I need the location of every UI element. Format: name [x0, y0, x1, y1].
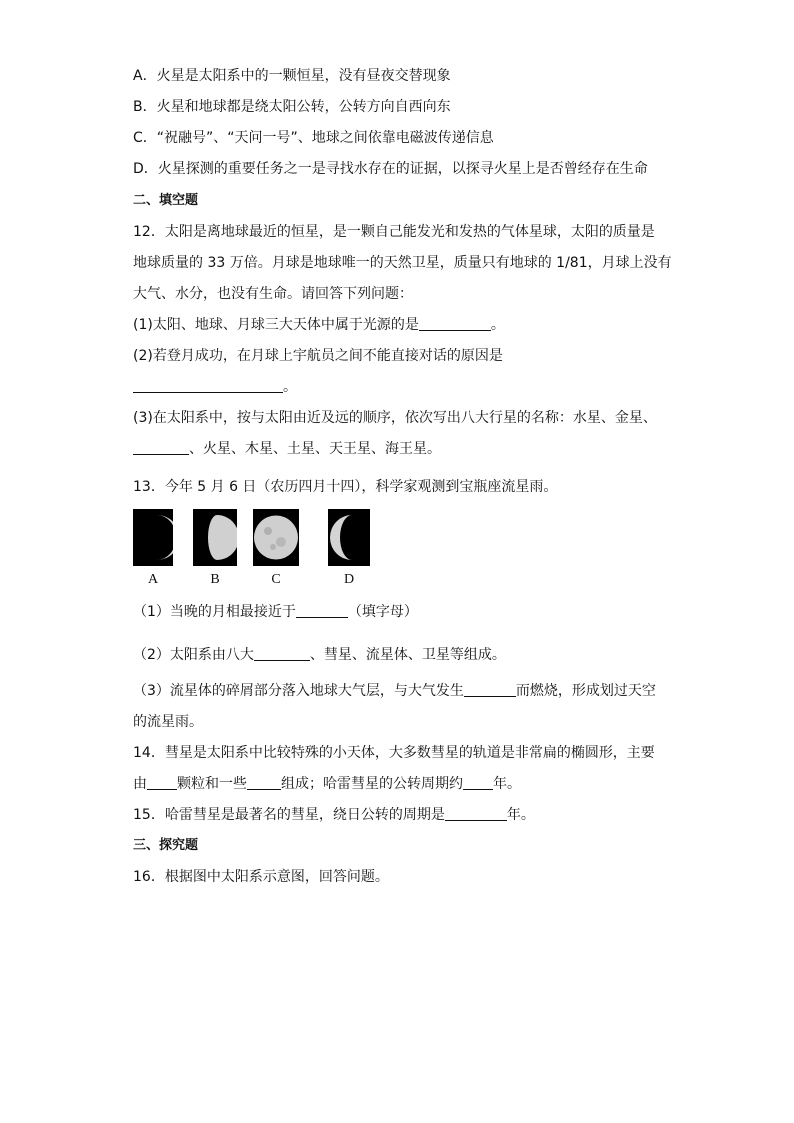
q11-option-b: B．火星和地球都是绕太阳公转，公转方向自西向东 — [133, 99, 451, 115]
q12-part2-end: 。 — [283, 379, 297, 395]
q13-stem: 13．今年 5 月 6 日（农历四月十四），科学家观测到宝瓶座流星雨。 — [133, 479, 558, 495]
moon-phase-d-image — [328, 509, 370, 566]
q14-stem-line1: 14．彗星是太阳系中比较特殊的小天体，大多数彗星的轨道是非常扁的椭圆形，主要 — [133, 745, 655, 761]
q15-blank[interactable] — [445, 806, 507, 821]
moon-phase-b-image — [193, 509, 237, 566]
q13-part2 — [133, 645, 506, 665]
moon-label-d: D — [343, 572, 355, 587]
moon-label-b: B — [210, 572, 220, 587]
q12-part2-blank[interactable] — [133, 378, 283, 393]
q12-part2-answer — [133, 377, 297, 397]
q13-part1 — [133, 602, 418, 622]
q11-option-c: C．“祝融号”、“天问一号”、地球之间依靠电磁波传递信息 — [133, 130, 494, 146]
q12-part3-answer — [133, 439, 441, 459]
q12-part1-blank[interactable] — [419, 316, 491, 331]
q12-part3-text: (3)在太阳系中，按与太阳由近及远的顺序，依次写出八大行星的名称：水星、金星、 — [133, 410, 657, 426]
q13-part2-blank[interactable] — [254, 646, 310, 661]
q13-part2-end: 、彗星、流星体、卫星等组成。 — [309, 647, 506, 663]
q13-part3-end: 而燃烧，形成划过天空 — [515, 683, 656, 699]
q14-stem-line2 — [133, 774, 521, 794]
q13-part1-text: （1）当晚的月相最接近于 — [133, 604, 296, 620]
q12-stem-line3: 大气、水分，也没有生命。请回答下列问题： — [133, 286, 413, 302]
section-fill-blank-heading: 二、填空题 — [133, 193, 199, 208]
q12-part3-blank[interactable] — [133, 440, 189, 455]
q13-part1-hint: （填字母） — [347, 604, 418, 620]
q14-text-b: 颗粒和一些 — [177, 776, 247, 792]
moon-label-a: A — [147, 572, 159, 587]
q12-part2-text: (2)若登月成功，在月球上宇航员之间不能直接对话的原因是 — [133, 348, 503, 364]
q14-blank-2[interactable] — [247, 775, 281, 790]
q16-stem: 16．根据图中太阳系示意图，回答问题。 — [133, 869, 389, 885]
q12-stem-line1: 12．太阳是离地球最近的恒星，是一颗自己能发光和发热的气体星球，太阳的质量是 — [133, 224, 655, 240]
q13-part3-text: （3）流星体的碎屑部分落入地球大气层，与大气发生 — [133, 683, 464, 699]
moon-phase-figure — [133, 509, 373, 569]
moon-label-c: C — [271, 572, 281, 587]
q13-part3-cont: 的流星雨。 — [133, 714, 203, 730]
q15-text: 15．哈雷彗星是最著名的彗星，绕日公转的周期是 — [133, 807, 445, 823]
q13-part3-blank[interactable] — [464, 682, 516, 697]
q12-part1-end: 。 — [490, 317, 505, 333]
q13-part2-text: （2）太阳系由八大 — [133, 647, 254, 663]
q11-option-d: D．火星探测的重要任务之一是寻找水存在的证据，以探寻火星上是否曾经存在生命 — [133, 161, 648, 177]
q11-option-a: A．火星是太阳系中的一颗恒星，没有昼夜交替现象 — [133, 68, 451, 84]
q13-part3 — [133, 681, 656, 701]
q15-end: 年。 — [506, 807, 535, 823]
q13-part1-blank[interactable] — [296, 603, 348, 618]
q14-text-c: 组成；哈雷彗星的公转周期约 — [281, 776, 463, 792]
q12-part1 — [133, 315, 505, 335]
q12-part1-text: (1)太阳、地球、月球三大天体中属于光源的是 — [133, 317, 419, 333]
q14-text-d: 年。 — [493, 776, 521, 792]
q12-stem-line2: 地球质量的 33 万倍。月球是地球唯一的天然卫星，质量只有地球的 1/81，月球上没有 — [133, 255, 672, 271]
moon-phase-c-image — [253, 509, 299, 566]
q12-part3-end: 、火星、木星、土星、天王星、海王星。 — [189, 441, 441, 457]
q14-blank-1[interactable] — [147, 775, 177, 790]
q14-blank-3[interactable] — [463, 775, 493, 790]
q14-text-a: 由 — [133, 776, 147, 792]
moon-phase-a-image — [133, 509, 173, 566]
section-inquiry-heading: 三、探究题 — [133, 838, 199, 853]
q15 — [133, 805, 535, 825]
